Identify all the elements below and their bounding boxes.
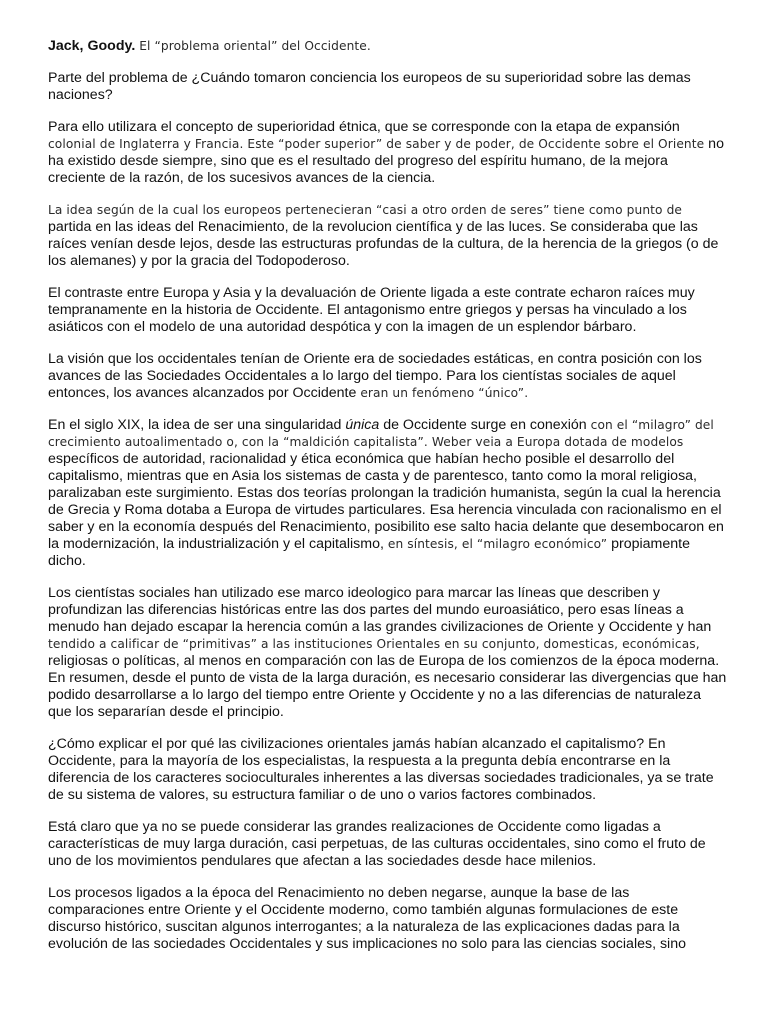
body-paragraph bbox=[48, 417, 728, 570]
body-paragraph bbox=[48, 285, 728, 336]
paragraph-text: en síntesis, el “milagro económico” bbox=[387, 537, 608, 551]
paragraph-text: específicos de autoridad, racionalidad y ética económica que habían hecho posible el desarrollo del capitalismo, mientras que en Asia los sistemas de casta y de parentesco, tanto como la moral religiosa, paralizaban este surgimiento. Estas dos teorías prolongan la tradición humanista, según la cual la herencia de Grecia y Roma dotaba a Europa de virtudes particulares. Esa herencia vinculada con racionalismo en el saber y en la economía después del Renacimiento, posibilito ese salto hacia delante que desembocaron en la modernización, la industrialización y el capitalismo, bbox=[48, 451, 724, 552]
body-paragraph bbox=[48, 70, 728, 104]
emphasis-text: única bbox=[345, 417, 380, 433]
paragraph-text: tendido a calificar de “primitivas” a las instituciones Orientales en su conjunto, domesticas, económicas, bbox=[48, 637, 700, 651]
paragraph-text: Para ello utilizara el concepto de superioridad étnica, que se corresponde con la etapa de expansión bbox=[48, 119, 680, 135]
heading-line bbox=[48, 38, 728, 55]
paragraph-text: eran un fenómeno “único”. bbox=[360, 386, 529, 400]
body-paragraphs bbox=[48, 70, 728, 953]
paragraph-text: El contraste entre Europa y Asia y la devaluación de Oriente ligada a este contrate echaron raíces muy tempranamente en la historia de Occidente. El antagonismo entre griegos y persas ha vinculado a los asiáticos con el modelo de una autoridad despótica y con la imagen de un esplendor bárbaro. bbox=[48, 285, 695, 335]
body-paragraph bbox=[48, 819, 728, 870]
paragraph-text: de Occidente surge en conexión bbox=[379, 417, 591, 433]
paragraph-text: Los cientístas sociales han utilizado ese marco ideologico para marcar las líneas que describen y profundizan las diferencias históricas entre las dos partes del mundo euroasiático, pero esas líneas a menudo han dejado escapar la herencia común a las grandes civilizaciones de Oriente y Occidente y han bbox=[48, 585, 712, 635]
body-paragraph bbox=[48, 736, 728, 804]
paragraph-text: ¿Cómo explicar el por qué las civilizaciones orientales jamás habían alcanzado el capitalismo? En Occidente, para la mayoría de los especialistas, la respuesta a la pregunta debía encontrarse en la diferencia de los caracteres socioculturales inherentes a las diversas sociedades tradicionales, ya se trate de su sistema de valores, su estructura familiar o de uno o varios factores combinados. bbox=[48, 736, 714, 803]
paragraph-text: no ha existido desde siempre, sino que es el resultado del progreso del espíritu humano, de la mejora creciente de la razón, de los sucesivos avances de la ciencia. bbox=[48, 136, 724, 186]
paragraph-text: partida en las ideas del Renacimiento, de la revolucion científica y de las luces. Se consideraba que las raíces venían desde lejos, desde las estructuras profundas de la cultura, de la herencia de la griegos (o de los alemanes) y por la gracia del Todopoderoso. bbox=[48, 219, 719, 269]
author-name: Jack, Goody. bbox=[48, 38, 136, 54]
paragraph-text: propiamente dicho. bbox=[48, 536, 690, 569]
paragraph-text: religiosas o políticas, al menos en comparación con las de Europa de los comienzos de la época moderna. En resumen, desde el punto de vista de la larga duración, es necesario considerar las divergencias que han podido desarrollarse a lo largo del tiempo entre Oriente y Occidente y no a las diferencias de naturaleza que los separarían desde el principio. bbox=[48, 653, 727, 720]
body-paragraph bbox=[48, 885, 728, 953]
body-paragraph bbox=[48, 119, 728, 187]
paragraph-text: En el siglo XIX, la idea de ser una singularidad bbox=[48, 417, 346, 433]
paragraph-text: La idea según de la cual los europeos pertenecieran “casi a otro orden de seres” tiene como punto de bbox=[48, 203, 683, 217]
body-paragraph bbox=[48, 202, 728, 270]
paragraph-text: Está claro que ya no se puede considerar las grandes realizaciones de Occidente como ligadas a características de muy larga duración, casi perpetuas, de las culturas occidentales, sino como el fruto de uno de los movimientos pendulares que afectan a las sociedades desde hace milenios. bbox=[48, 819, 706, 869]
paragraph-text: La visión que los occidentales tenían de Oriente era de sociedades estáticas, en contra posición con los avances de las Sociedades Occidentales a lo largo del tiempo. Para los cientístas sociales de aquel entonces, los avances alcanzados por Occidente bbox=[48, 351, 702, 401]
document-title: El “problema oriental” del Occidente. bbox=[139, 39, 371, 53]
body-paragraph bbox=[48, 351, 728, 402]
paragraph-text: Parte del problema de ¿Cuándo tomaron conciencia los europeos de su superioridad sobre las demas naciones? bbox=[48, 70, 691, 103]
paragraph-text: con el “milagro” del crecimiento autoalimentado o, con la “maldición capitalista”. Weber veia a Europa dotada de modelos bbox=[48, 418, 714, 449]
document-page bbox=[48, 38, 728, 968]
body-paragraph bbox=[48, 585, 728, 721]
paragraph-text: Los procesos ligados a la época del Renacimiento no deben negarse, aunque la base de las comparaciones entre Oriente y el Occidente moderno, como también algunas formulaciones de este discurso histórico, suscitan algunos interrogantes; a la naturaleza de las explicaciones dadas para la evolución de las sociedades Occidentales y sus implicaciones no solo para las ciencias sociales, sino bbox=[48, 885, 686, 952]
paragraph-text: colonial de Inglaterra y Francia. Este “poder superior” de saber y de poder, de Occidente sobre el Oriente bbox=[48, 137, 705, 151]
